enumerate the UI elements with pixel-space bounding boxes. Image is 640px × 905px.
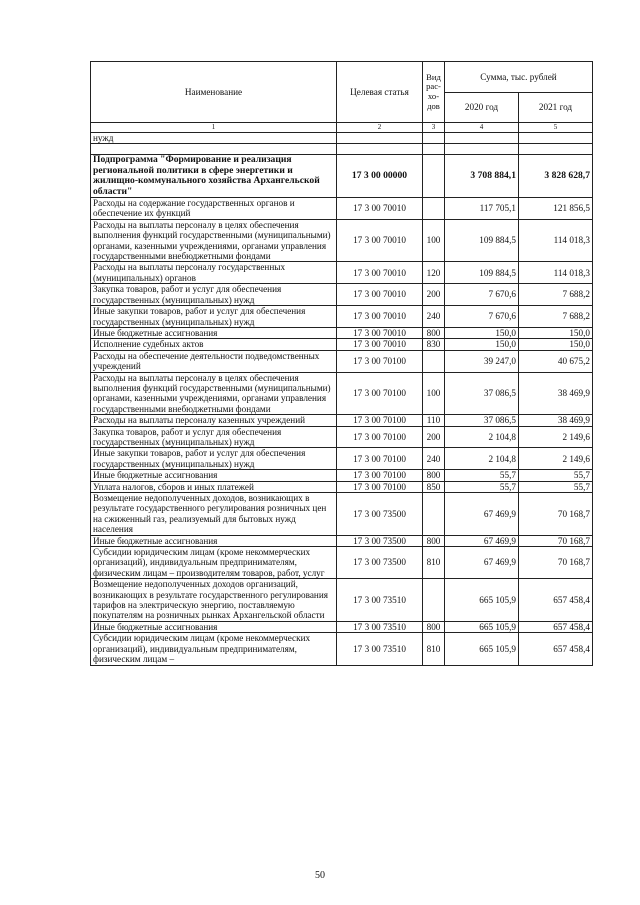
col-number: 4 [445,123,519,133]
table-row [91,350,593,372]
row-target-article: 17 3 00 73510 [337,621,423,632]
row-target-article: 17 3 00 00000 [337,155,423,198]
row-expense-type: 810 [423,547,445,579]
row-target-article: 17 3 00 73500 [337,493,423,536]
row-target-article: 17 3 00 70100 [337,448,423,470]
row-expense-type: 110 [423,415,445,426]
row-sum-2020: 55,7 [445,470,519,481]
row-sum-2021: 55,7 [519,470,593,481]
row-sum-2020: 39 247,0 [445,350,519,372]
row-target-article: 17 3 00 73500 [337,535,423,546]
row-sum-2021: 7 688,2 [519,284,593,306]
row-expense-type: 800 [423,470,445,481]
row-sum-2020: 7 670,6 [445,306,519,328]
row-sum-2020: 37 086,5 [445,372,519,415]
header-year-2021: 2021 год [519,92,593,123]
table-row [91,415,593,426]
table-row [91,327,593,338]
row-expense-type: 120 [423,262,445,284]
row-expense-type: 800 [423,621,445,632]
row-name: Иные бюджетные ассигнования [91,470,337,481]
row-target-article: 17 3 00 70010 [337,219,423,262]
row-expense-type: 830 [423,339,445,350]
table-row [91,198,593,220]
row-name: Иные закупки товаров, работ и услуг для обеспечения государственных (муниципальных) нужд [91,306,337,328]
col-number: 2 [337,123,423,133]
table-row [91,481,593,492]
carry-over-text: нужд [91,133,337,144]
row-sum-2020: 150,0 [445,339,519,350]
row-expense-type [423,350,445,372]
row-name: Иные бюджетные ассигнования [91,327,337,338]
row-sum-2021: 70 168,7 [519,535,593,546]
carry-over-row [91,133,593,144]
table-row [91,579,593,622]
row-expense-type: 200 [423,284,445,306]
table-row [91,306,593,328]
row-sum-2020: 665 105,9 [445,633,519,665]
row-target-article: 17 3 00 73500 [337,547,423,579]
row-target-article: 17 3 00 73510 [337,579,423,622]
row-name: Иные закупки товаров, работ и услуг для обеспечения государственных (муниципальных) нужд [91,448,337,470]
row-name: Возмещение недополученных доходов, возникающих в результате государственного регулирования розничных цен на сжиженный газ, реализуемый для бытовых нужд населения [91,493,337,536]
row-target-article: 17 3 00 70010 [337,262,423,284]
row-name: Уплата налогов, сборов и иных платежей [91,481,337,492]
row-target-article: 17 3 00 70010 [337,339,423,350]
row-expense-type: 240 [423,448,445,470]
row-sum-2020: 665 105,9 [445,621,519,632]
col-number: 3 [423,123,445,133]
row-target-article: 17 3 00 70100 [337,350,423,372]
row-target-article: 17 3 00 70100 [337,470,423,481]
row-sum-2021: 38 469,9 [519,415,593,426]
row-name: Возмещение недополученных доходов организаций, возникающих в результате государственного регулирования тарифов на электрическую энергию, поставляемую покупателям на розничных рынках Архангельской области [91,579,337,622]
budget-table-page [90,61,592,666]
row-name: Расходы на обеспечение деятельности подведомственных учреждений [91,350,337,372]
table-row [91,219,593,262]
row-sum-2021: 657 458,4 [519,579,593,622]
row-sum-2021: 40 675,2 [519,350,593,372]
row-expense-type: 200 [423,426,445,448]
row-expense-type [423,579,445,622]
row-sum-2020: 109 884,5 [445,219,519,262]
row-sum-2021: 657 458,4 [519,621,593,632]
row-sum-2021: 2 149,6 [519,448,593,470]
header-expense-type: Вид рас-хо-дов [423,62,445,123]
col-number: 1 [91,123,337,133]
row-target-article: 17 3 00 70010 [337,327,423,338]
table-row [91,493,593,536]
budget-table [90,61,593,666]
row-sum-2021: 38 469,9 [519,372,593,415]
row-name: Расходы на выплаты персоналу в целях обеспечения выполнения функций государственными (муниципальными) органами, казенными учреждениями, органами управления государственными внебюджетными фондами [91,372,337,415]
table-row [91,339,593,350]
table-row [91,372,593,415]
row-expense-type: 100 [423,372,445,415]
row-name: Расходы на выплаты персоналу государственных (муниципальных) органов [91,262,337,284]
row-sum-2020: 109 884,5 [445,262,519,284]
header-sum: Сумма, тыс. рублей [445,62,593,93]
row-sum-2021: 114 018,3 [519,262,593,284]
row-target-article: 17 3 00 70100 [337,481,423,492]
row-sum-2020: 67 469,9 [445,547,519,579]
row-target-article: 17 3 00 70100 [337,426,423,448]
row-target-article: 17 3 00 70010 [337,306,423,328]
table-row [91,470,593,481]
row-name: Субсидии юридическим лицам (кроме некоммерческих организаций), индивидуальным предпринимателям, физическим лицам – [91,633,337,665]
col-number: 5 [519,123,593,133]
row-sum-2021: 114 018,3 [519,219,593,262]
table-row [91,448,593,470]
page-number: 50 [315,870,325,881]
row-name: Субсидии юридическим лицам (кроме некоммерческих организаций), индивидуальным предпринимателям, физическим лицам – производителям товаров, работ, услуг [91,547,337,579]
row-target-article: 17 3 00 70100 [337,415,423,426]
row-expense-type [423,198,445,220]
row-name: Расходы на содержание государственных органов и обеспечение их функций [91,198,337,220]
table-row [91,262,593,284]
header-target-article: Целевая статья [337,62,423,123]
row-name: Расходы на выплаты персоналу в целях обеспечения выполнения функций государственными (муниципальными) органами, казенными учреждениями, органами управления государственными внебюджетными фондами [91,219,337,262]
row-name: Исполнение судебных актов [91,339,337,350]
table-row [91,547,593,579]
table-row [91,426,593,448]
row-name: Расходы на выплаты персоналу казенных учреждений [91,415,337,426]
row-name: Иные бюджетные ассигнования [91,535,337,546]
blank-row [91,144,593,155]
table-row [91,633,593,665]
row-name: Закупка товаров, работ и услуг для обеспечения государственных (муниципальных) нужд [91,284,337,306]
row-sum-2021: 150,0 [519,339,593,350]
row-sum-2021: 150,0 [519,327,593,338]
row-sum-2021: 55,7 [519,481,593,492]
header-name: Наименование [91,62,337,123]
row-target-article: 17 3 00 70010 [337,284,423,306]
row-expense-type: 810 [423,633,445,665]
row-sum-2020: 7 670,6 [445,284,519,306]
table-row [91,535,593,546]
row-sum-2021: 70 168,7 [519,547,593,579]
table-row [91,621,593,632]
row-sum-2020: 3 708 884,1 [445,155,519,198]
row-target-article: 17 3 00 70010 [337,198,423,220]
row-name: Иные бюджетные ассигнования [91,621,337,632]
row-expense-type: 850 [423,481,445,492]
row-sum-2021: 657 458,4 [519,633,593,665]
row-expense-type: 100 [423,219,445,262]
row-sum-2020: 117 705,1 [445,198,519,220]
row-expense-type: 800 [423,535,445,546]
row-sum-2020: 2 104,8 [445,448,519,470]
row-sum-2020: 55,7 [445,481,519,492]
row-name: Закупка товаров, работ и услуг для обеспечения государственных (муниципальных) нужд [91,426,337,448]
row-sum-2021: 7 688,2 [519,306,593,328]
row-sum-2020: 665 105,9 [445,579,519,622]
row-sum-2020: 67 469,9 [445,493,519,536]
row-sum-2021: 3 828 628,7 [519,155,593,198]
row-sum-2020: 2 104,8 [445,426,519,448]
row-name: Подпрограмма "Формирование и реализация региональной политики в сфере энергетики и жилищно-коммунального хозяйства Архангельской области" [91,155,337,198]
header-year-2020: 2020 год [445,92,519,123]
row-sum-2021: 70 168,7 [519,493,593,536]
row-sum-2020: 37 086,5 [445,415,519,426]
row-sum-2020: 150,0 [445,327,519,338]
row-expense-type [423,493,445,536]
table-row [91,155,593,198]
row-sum-2021: 121 856,5 [519,198,593,220]
row-expense-type: 800 [423,327,445,338]
row-target-article: 17 3 00 73510 [337,633,423,665]
table-row [91,284,593,306]
row-sum-2021: 2 149,6 [519,426,593,448]
row-expense-type: 240 [423,306,445,328]
row-sum-2020: 67 469,9 [445,535,519,546]
row-target-article: 17 3 00 70100 [337,372,423,415]
row-expense-type [423,155,445,198]
